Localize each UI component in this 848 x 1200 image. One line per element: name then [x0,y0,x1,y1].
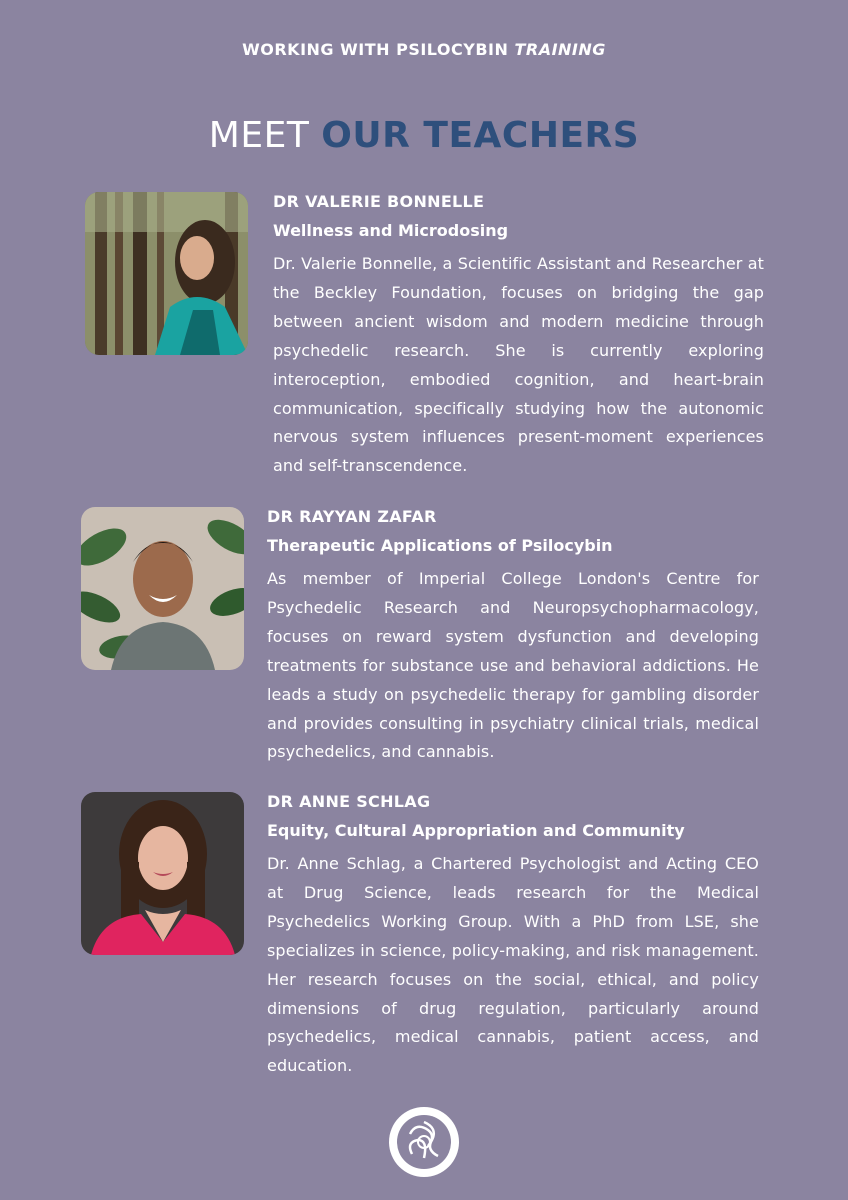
teacher-topic: Equity, Cultural Appropriation and Community [267,821,685,840]
teacher-bio: Dr. Valerie Bonnelle, a Scientific Assistant and Researcher at the Beckley Foundation, focuses on bridging the gap between ancient wisdom and modern medicine through psychedelic research. She is currently exploring interoception, embodied cognition, and heart-brain communication, specifically studying how the autonomic nervous system influences present-moment experiences and self-transcendence. [273,254,764,476]
teacher-text-anne [267,792,759,1081]
working-with-psychedelics-logo-icon [388,1106,460,1178]
teacher-photo-rayyan [81,507,244,670]
teacher-name: DR ANNE SCHLAG [267,792,431,811]
teacher-bio: As member of Imperial College London's Centre for Psychedelic Research and Neuropsychopharmacology, focuses on reward system dysfunction and developing treatments for substance use and behavioral addictions. He leads a study on psychedelic therapy for gambling disorder and provides consulting in psychiatry clinical trials, medical psychedelics, and cannabis. [267,569,759,762]
page-title [0,115,848,156]
leaves-portrait-image [81,507,244,670]
page-title-accent: OUR TEACHERS [321,115,640,156]
teacher-topic: Therapeutic Applications of Psilocybin [267,536,613,555]
teacher-topic: Wellness and Microdosing [273,221,509,240]
teacher-bio: Dr. Anne Schlag, a Chartered Psychologist and Acting CEO at Drug Science, leads research for the Medical Psychedelics Working Group. With a PhD from LSE, she specializes in science, policy-making, and risk management. Her research focuses on the social, ethical, and policy dimensions of drug regulation, particularly around psychedelics, medical cannabis, patient access, and education. [267,854,759,1076]
teacher-name: DR RAYYAN ZAFAR [267,507,437,526]
teacher-photo-anne [81,792,244,955]
header-title-emphasis: TRAINING [514,40,606,59]
header-title: WORKING WITH PSILOCYBIN [242,40,509,59]
teacher-photo-valerie [85,192,248,355]
teacher-name: DR VALERIE BONNELLE [273,192,485,211]
teacher-text-rayyan [267,507,759,767]
page-header [0,40,848,59]
teacher-text-valerie [273,192,764,481]
page-title-plain: MEET [208,115,310,156]
forest-portrait-image [85,192,248,355]
studio-portrait-image [81,792,244,955]
